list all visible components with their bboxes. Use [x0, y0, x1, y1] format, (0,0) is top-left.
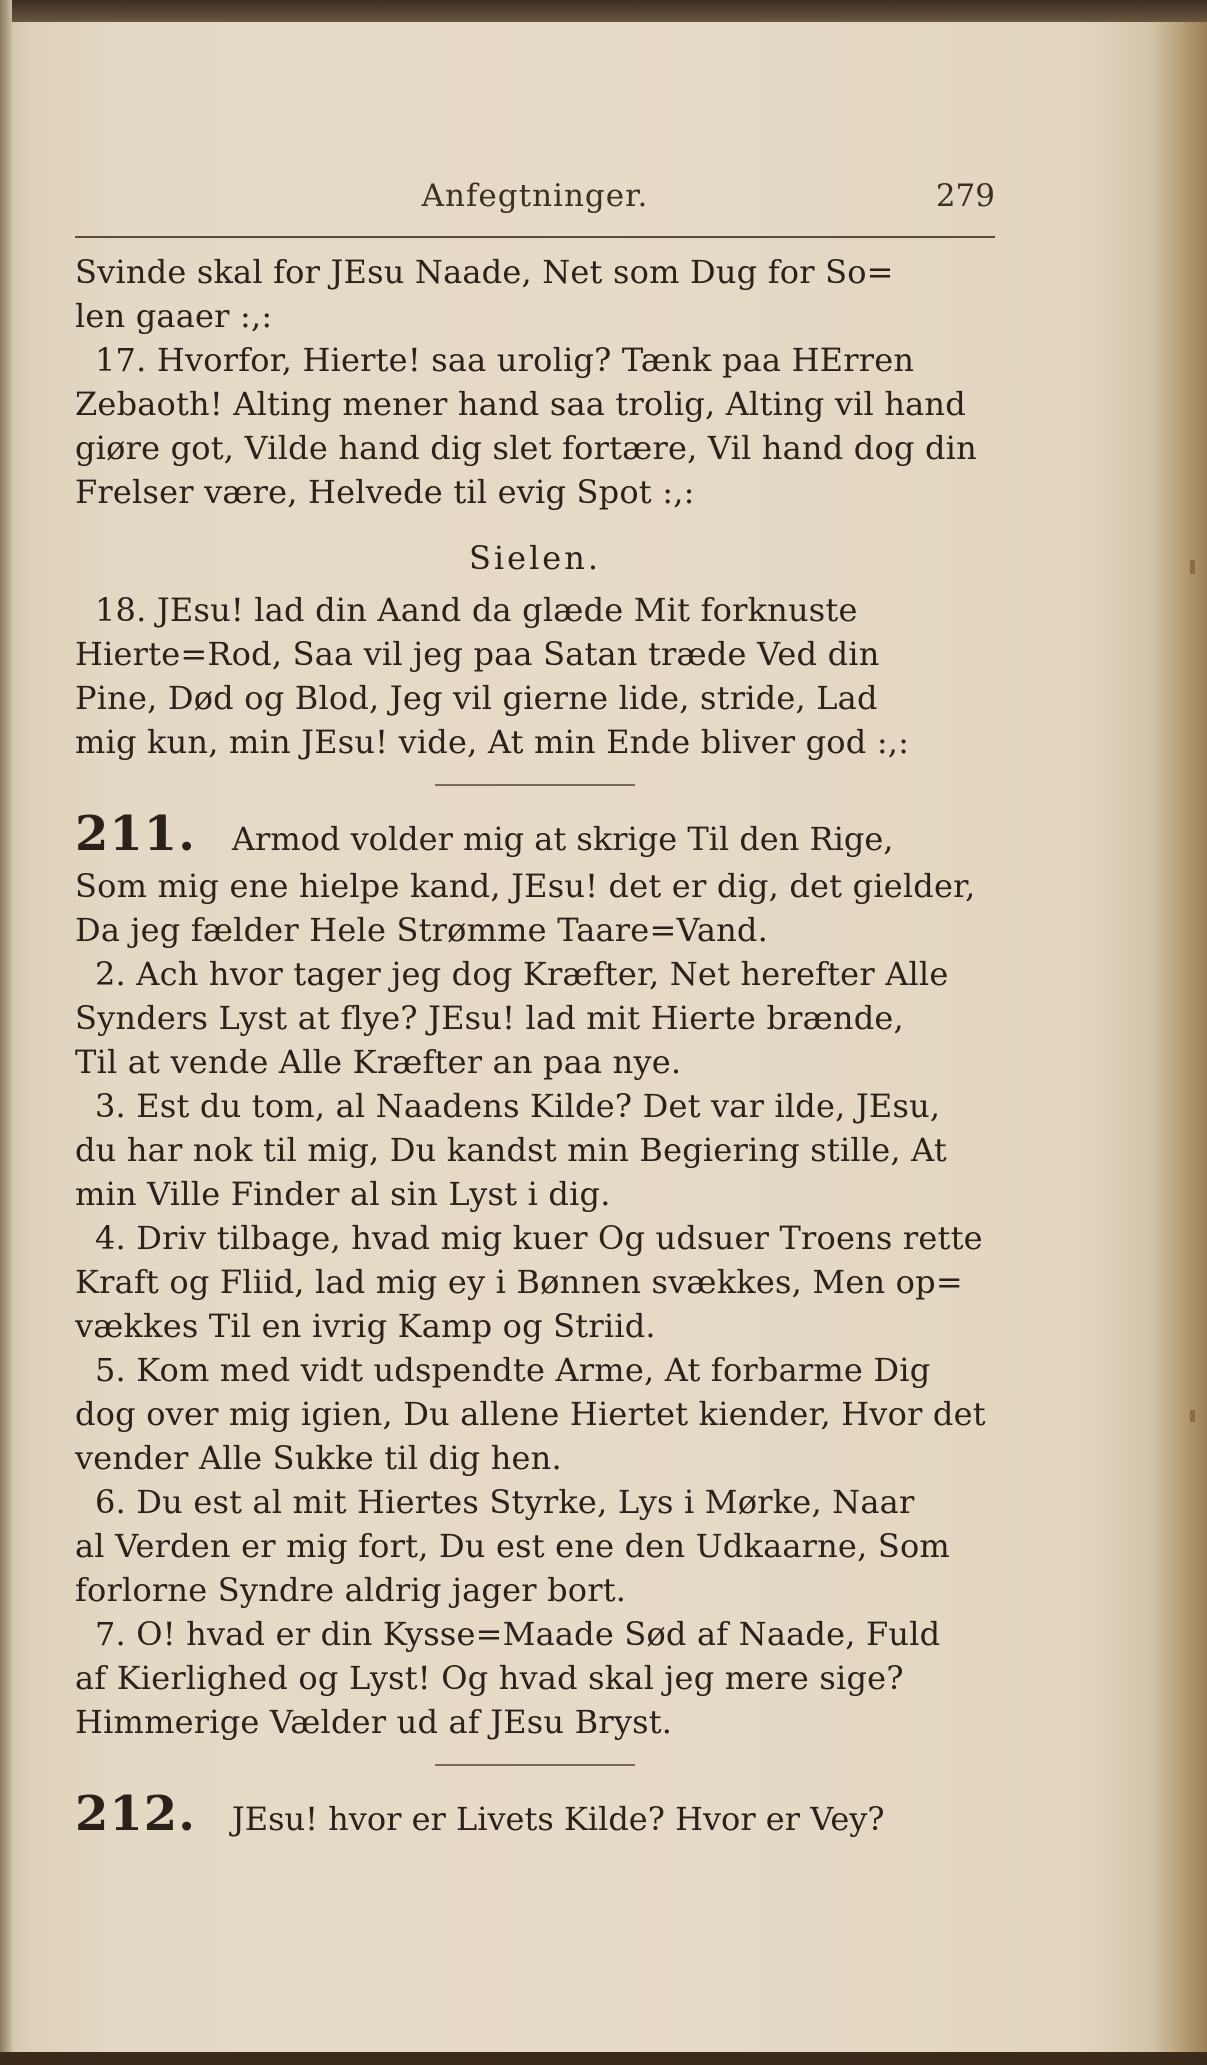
bottom-page-edge [0, 2052, 1207, 2065]
verse-line: Da jeg fælder Hele Strømme Taare=Vand. [75, 911, 768, 949]
verse-line: 5. Kom med vidt udspendte Arme, At forbarme Dig [95, 1351, 931, 1389]
verse-line: giøre got, Vilde hand dig slet fortære, Vil hand dog din [75, 429, 977, 467]
verse-line: Som mig ene hielpe kand, JEsu! det er dig, det gielder, [75, 867, 976, 905]
verse-line: 17. Hvorfor, Hierte! saa urolig? Tænk paa HErren [95, 341, 915, 379]
hymn-first-text: JEsu! hvor er Livets Kilde? Hvor er Vey? [231, 1800, 885, 1838]
verse-line: dog over mig igien, Du allene Hiertet kiender, Hvor det [75, 1395, 986, 1433]
verse-line: Himmerige Vælder ud af JEsu Bryst. [75, 1703, 673, 1741]
running-title: Anfegtninger. [421, 178, 649, 214]
verse-line: 18. JEsu! lad din Aand da glæde Mit forknuste [95, 591, 858, 629]
verse-line: 6. Du est al mit Hiertes Styrke, Lys i Mørke, Naar [95, 1483, 915, 1521]
edge-mark [1190, 1410, 1195, 1422]
section-heading: Sielen. [468, 539, 602, 577]
hymn-first-line [75, 804, 995, 864]
verse-line: af Kierlighed og Lyst! Og hvad skal jeg mere sige? [75, 1659, 904, 1697]
hymn-divider [435, 784, 635, 786]
page-number: 279 [935, 178, 995, 214]
hymn-number: 212. [75, 1786, 196, 1842]
verse-line: 3. Est du tom, al Naadens Kilde? Det var ilde, JEsu, [95, 1087, 941, 1125]
verse-line: forlorne Syndre aldrig jager bort. [75, 1571, 627, 1609]
top-page-edge [0, 0, 1207, 22]
verse-line: Zebaoth! Alting mener hand saa trolig, Alting vil hand [75, 385, 966, 423]
header-rule [75, 236, 995, 238]
hymn-first-line [75, 1784, 995, 1844]
verse-line: Til at vende Alle Kræfter an paa nye. [75, 1043, 682, 1081]
left-page-edge [0, 0, 12, 2065]
verse-line: Frelser være, Helvede til evig Spot :,: [75, 473, 695, 511]
verse-line: vender Alle Sukke til dig hen. [75, 1439, 562, 1477]
verse-line: 7. O! hvad er din Kysse=Maade Sød af Naade, Fuld [95, 1615, 941, 1653]
verse-line: Synders Lyst at flye? JEsu! lad mit Hierte brænde, [75, 999, 904, 1037]
edge-mark [1190, 560, 1195, 574]
text-line: Svinde skal for JEsu Naade, Net som Dug for So= [75, 253, 894, 291]
verse-line: Pine, Død og Blod, Jeg vil gierne lide, stride, Lad [75, 679, 878, 717]
verse-line: vækkes Til en ivrig Kamp og Striid. [75, 1307, 656, 1345]
page-body [75, 250, 995, 1844]
verse-line: 2. Ach hvor tager jeg dog Kræfter, Net herefter Alle [95, 955, 949, 993]
verse-line: mig kun, min JEsu! vide, At min Ende bliver god :,: [75, 723, 910, 761]
page-header [75, 178, 995, 218]
text-line: len gaaer :,: [75, 297, 273, 335]
verse-line: du har nok til mig, Du kandst min Begiering stille, At [75, 1131, 947, 1169]
verse-line: min Ville Finder al sin Lyst i dig. [75, 1175, 611, 1213]
verse-line: al Verden er mig fort, Du est ene den Udkaarne, Som [75, 1527, 950, 1565]
hymn-first-text: Armod volder mig at skrige Til den Rige, [231, 820, 894, 858]
verse-line: 4. Driv tilbage, hvad mig kuer Og udsuer Troens rette [95, 1219, 983, 1257]
hymn-number: 211. [75, 806, 196, 862]
hymn-divider [435, 1764, 635, 1766]
verse-line: Kraft og Fliid, lad mig ey i Bønnen svækkes, Men op= [75, 1263, 963, 1301]
verse-line: Hierte=Rod, Saa vil jeg paa Satan træde Ved din [75, 635, 880, 673]
